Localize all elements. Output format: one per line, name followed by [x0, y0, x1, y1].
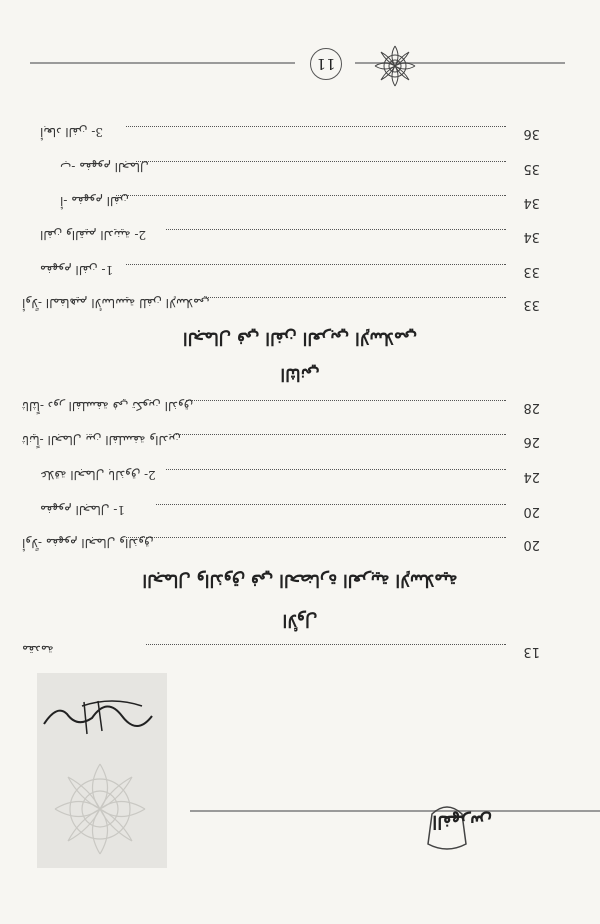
toc-leader	[136, 161, 506, 162]
toc-page: 33	[523, 264, 540, 279]
toc-row[interactable]	[0, 391, 600, 415]
toc-page: 33	[523, 297, 540, 312]
section-1-title: الأول	[282, 610, 318, 630]
toc-leader	[166, 229, 506, 230]
toc-page: 13	[523, 644, 540, 659]
toc-row[interactable]	[0, 495, 600, 519]
toc-row[interactable]	[0, 255, 600, 279]
toc-label: 2- الفن والقيم الدينية	[40, 228, 147, 242]
footer-rule-right	[30, 62, 295, 64]
toc-label: 1- مفهوم الفن	[40, 263, 114, 277]
toc-label: أ- مفهوم الفن	[60, 194, 129, 208]
toc-leader	[116, 195, 506, 196]
section-2-subtitle: الجمال في الفن العربي الإسلامي	[182, 328, 418, 348]
toc-label: 1- مفهوم الجمال	[40, 503, 126, 517]
toc-label: ب- مفهوم الجمال	[60, 160, 149, 174]
toc-leader	[166, 469, 506, 470]
toc-row[interactable]	[0, 528, 600, 552]
toc-leader	[206, 297, 506, 298]
rosette-ornament-icon	[373, 44, 417, 88]
toc-leader	[126, 537, 506, 538]
toc-page: 35	[523, 161, 540, 176]
toc-leader	[156, 504, 506, 505]
toc-page: 26	[523, 434, 540, 449]
toc-label: أولاً- المفاهيم الأساسية للفن الإسلامي	[22, 296, 210, 310]
toc-label: ثالثاً- دور الفلسفة في تكوين الذوق	[22, 399, 194, 413]
toc-row[interactable]	[0, 425, 600, 449]
toc-label: 3- أبعاد الفن	[40, 125, 103, 139]
toc-leader	[146, 644, 506, 645]
toc-page: 20	[523, 537, 540, 552]
toc-label: مقدمة	[22, 643, 54, 657]
toc-row[interactable]	[0, 152, 600, 176]
toc-page: 34	[523, 229, 540, 244]
toc-label: 2- علاقة الجمال بالذوق	[40, 468, 156, 482]
toc-leader	[126, 126, 506, 127]
page-number: 11	[310, 48, 342, 80]
toc-page: 24	[523, 469, 540, 484]
toc-page: 34	[523, 195, 540, 210]
toc-row[interactable]	[0, 117, 600, 141]
toc-page: 28	[523, 400, 540, 415]
toc-row[interactable]	[0, 460, 600, 484]
toc-row[interactable]	[0, 186, 600, 210]
toc-label: ثانياً- الجمال بين الفلسفة والدين	[22, 433, 181, 447]
toc-label: أولاً- مفهوم الجمال والذوق	[22, 536, 154, 550]
section-2-title: الثاني	[280, 364, 320, 384]
toc-row[interactable]	[0, 220, 600, 244]
toc-row[interactable]	[0, 635, 600, 659]
toc-leader	[186, 400, 506, 401]
toc-leader	[176, 434, 506, 435]
toc-row[interactable]	[0, 288, 600, 312]
running-title: الفهرس	[432, 811, 492, 832]
section-1-subtitle: الجمال والذوق في الحضارة العربية الإسلامية	[142, 570, 458, 590]
toc-page: 20	[523, 504, 540, 519]
toc-leader	[126, 264, 506, 265]
toc-page: 36	[523, 126, 540, 141]
